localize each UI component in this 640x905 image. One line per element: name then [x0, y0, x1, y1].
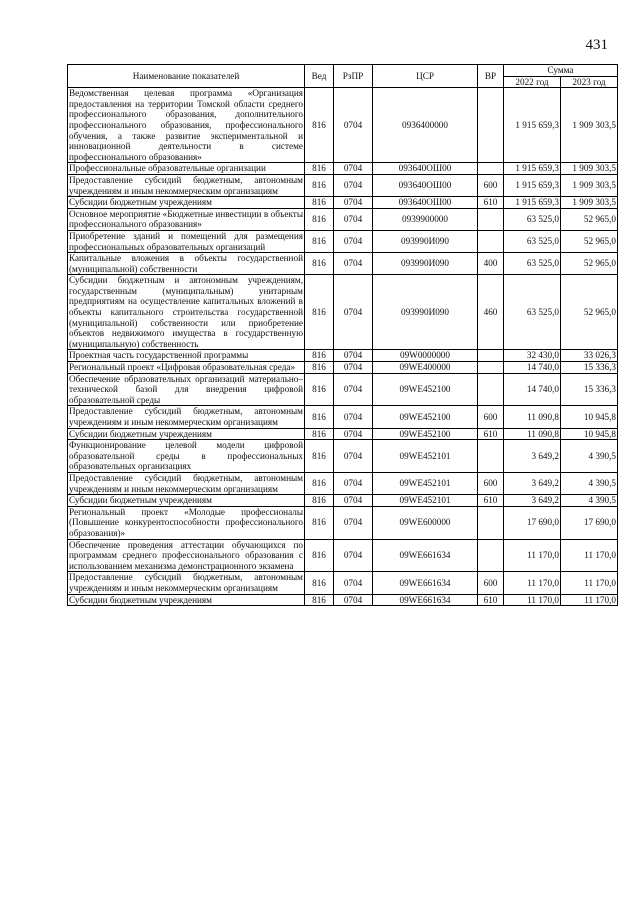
row-ved: 816 [305, 350, 334, 362]
row-vr [478, 350, 504, 362]
row-csr: 09WE452101 [373, 440, 478, 473]
header-rzpr: РзПР [334, 65, 373, 88]
row-csr: 09WE452100 [373, 373, 478, 406]
row-sum-2023: 17 690,0 [561, 506, 618, 539]
table-row [68, 174, 618, 196]
row-ved: 816 [305, 539, 334, 572]
row-sum-2023: 52 965,0 [561, 275, 618, 350]
row-ved: 816 [305, 506, 334, 539]
row-rzpr: 0704 [334, 440, 373, 473]
row-rzpr: 0704 [334, 506, 373, 539]
row-vr: 400 [478, 253, 504, 275]
row-ved: 816 [305, 440, 334, 473]
row-sum-2023: 4 390,5 [561, 472, 618, 494]
table-row [68, 539, 618, 572]
header-sum: Сумма [504, 65, 618, 77]
row-name: Субсидии бюджетным учреждениям [68, 495, 305, 507]
row-sum-2022: 63 525,0 [504, 275, 561, 350]
row-sum-2022: 63 525,0 [504, 253, 561, 275]
row-ved: 816 [305, 197, 334, 209]
page-number: 431 [585, 37, 608, 53]
row-rzpr: 0704 [334, 428, 373, 440]
row-name: Функционирование целевой модели цифровой образовательной среды в профессиональных образовательных организациях [69, 440, 303, 472]
row-rzpr: 0704 [334, 539, 373, 572]
row-sum-2023: 52 965,0 [561, 208, 618, 230]
row-vr [478, 506, 504, 539]
row-csr: 093640ОШ00 [373, 163, 478, 175]
table-row [68, 208, 618, 230]
header-ved: Вед [305, 65, 334, 88]
table-row [68, 472, 618, 494]
row-rzpr: 0704 [334, 472, 373, 494]
row-ved: 816 [305, 362, 334, 374]
row-ved: 816 [305, 208, 334, 230]
row-name: Обеспечение образовательных организаций материально–технической базой для внедрения цифровой образовательной среды [69, 373, 303, 405]
row-name: Основное мероприятие «Бюджетные инвестиции в объекты профессионального образования» [69, 208, 303, 230]
row-rzpr: 0704 [334, 197, 373, 209]
table-row [68, 495, 618, 507]
row-csr: 093990И090 [373, 253, 478, 275]
row-sum-2023: 11 170,0 [561, 539, 618, 572]
row-ved: 816 [305, 373, 334, 406]
row-name: Субсидии бюджетным учреждениям [68, 594, 305, 606]
row-rzpr: 0704 [334, 406, 373, 428]
row-sum-2022: 63 525,0 [504, 230, 561, 252]
row-sum-2023: 15 336,3 [561, 373, 618, 406]
row-csr: 09WE452100 [373, 428, 478, 440]
row-csr: 093640ОШ00 [373, 197, 478, 209]
row-rzpr: 0704 [334, 163, 373, 175]
row-name: Региональный проект «Цифровая образовательная среда» [68, 362, 305, 374]
row-name: Профессиональные образовательные организации [68, 163, 305, 175]
row-vr: 600 [478, 472, 504, 494]
row-vr: 610 [478, 197, 504, 209]
header-year-2022: 2022 год [504, 76, 561, 88]
row-csr: 093990И090 [373, 230, 478, 252]
row-name: Субсидии бюджетным учреждениям [68, 428, 305, 440]
row-sum-2022: 1 915 659,3 [504, 163, 561, 175]
table-row [68, 230, 618, 252]
row-sum-2023: 10 945,8 [561, 428, 618, 440]
header-vr: ВР [478, 65, 504, 88]
row-csr: 0936400000 [373, 88, 478, 163]
row-vr: 600 [478, 174, 504, 196]
row-csr: 09WE600000 [373, 506, 478, 539]
row-ved: 816 [305, 275, 334, 350]
row-sum-2022: 63 525,0 [504, 208, 561, 230]
table-row [68, 373, 618, 406]
row-sum-2022: 1 915 659,3 [504, 88, 561, 163]
row-sum-2022: 11 090,8 [504, 428, 561, 440]
table-row [68, 163, 618, 175]
row-vr: 610 [478, 428, 504, 440]
row-sum-2023: 11 170,0 [561, 594, 618, 606]
row-sum-2023: 1 909 303,5 [561, 174, 618, 196]
row-rzpr: 0704 [334, 594, 373, 606]
row-ved: 816 [305, 572, 334, 594]
row-sum-2022: 3 649,2 [504, 495, 561, 507]
row-sum-2022: 3 649,2 [504, 472, 561, 494]
table-row [68, 506, 618, 539]
row-name: Предоставление субсидий бюджетным, автономным учреждениям и иным некоммерческим организациям [69, 572, 303, 593]
row-vr: 600 [478, 572, 504, 594]
table-row [68, 88, 618, 163]
row-rzpr: 0704 [334, 174, 373, 196]
row-csr: 09WE452100 [373, 406, 478, 428]
row-name: Проектная часть государственной программы [68, 350, 305, 362]
row-ved: 816 [305, 594, 334, 606]
row-sum-2023: 15 336,3 [561, 362, 618, 374]
row-sum-2022: 32 430,0 [504, 350, 561, 362]
row-name: Приобретение зданий и помещений для размещения профессиональных образовательных организаций [69, 230, 303, 252]
row-sum-2022: 14 740,0 [504, 373, 561, 406]
row-vr: 610 [478, 495, 504, 507]
row-ved: 816 [305, 88, 334, 163]
row-rzpr: 0704 [334, 572, 373, 594]
row-vr: 460 [478, 275, 504, 350]
row-vr: 600 [478, 406, 504, 428]
row-name: Субсидии бюджетным и автономным учреждениям, государственным (муниципальным) унитарным предприятиям на осуществление капитальных вложений в объекты капитального строительства государственной (муниципальной) собственности или приобретение объектов недвижимого имущества в государственную (муниципальную) собственность [69, 275, 303, 349]
row-sum-2022: 1 915 659,3 [504, 197, 561, 209]
row-vr [478, 230, 504, 252]
budget-table [67, 64, 618, 606]
row-sum-2023: 1 909 303,5 [561, 197, 618, 209]
row-name: Капитальные вложения в объекты государственной (муниципальной) собственности [69, 253, 303, 274]
row-name: Ведомственная целевая программа «Организация предоставления на территории Томской области среднего профессионального образования, дополнительного профессионального образования, профессионального обучения, а также развитие экспериментальной и инновационной деятельности в системе профессионального образования» [69, 88, 303, 162]
row-sum-2022: 1 915 659,3 [504, 174, 561, 196]
row-ved: 816 [305, 163, 334, 175]
row-csr: 0939900000 [373, 208, 478, 230]
row-vr [478, 373, 504, 406]
row-csr: 09WE452101 [373, 472, 478, 494]
row-rzpr: 0704 [334, 350, 373, 362]
row-rzpr: 0704 [334, 362, 373, 374]
row-vr [478, 440, 504, 473]
row-sum-2023: 33 026,3 [561, 350, 618, 362]
table-row [68, 275, 618, 350]
row-ved: 816 [305, 495, 334, 507]
row-sum-2022: 14 740,0 [504, 362, 561, 374]
table-row [68, 572, 618, 594]
row-sum-2023: 1 909 303,5 [561, 163, 618, 175]
table-row [68, 350, 618, 362]
table-row [68, 197, 618, 209]
row-rzpr: 0704 [334, 495, 373, 507]
row-sum-2023: 52 965,0 [561, 230, 618, 252]
row-rzpr: 0704 [334, 208, 373, 230]
row-csr: 09WE661634 [373, 539, 478, 572]
row-ved: 816 [305, 174, 334, 196]
row-rzpr: 0704 [334, 373, 373, 406]
row-csr: 09W0000000 [373, 350, 478, 362]
row-vr [478, 208, 504, 230]
row-sum-2022: 17 690,0 [504, 506, 561, 539]
row-rzpr: 0704 [334, 230, 373, 252]
row-name: Предоставление субсидий бюджетным, автономным учреждениям и иным некоммерческим организациям [69, 472, 303, 494]
row-name: Субсидии бюджетным учреждениям [68, 197, 305, 209]
header-year-2023: 2023 год [561, 76, 618, 88]
row-ved: 816 [305, 428, 334, 440]
row-csr: 09WE661634 [373, 572, 478, 594]
row-sum-2023: 4 390,5 [561, 495, 618, 507]
row-vr [478, 163, 504, 175]
row-sum-2023: 52 965,0 [561, 253, 618, 275]
row-vr [478, 88, 504, 163]
row-ved: 816 [305, 230, 334, 252]
row-vr [478, 362, 504, 374]
row-rzpr: 0704 [334, 275, 373, 350]
header-csr: ЦСР [373, 65, 478, 88]
row-sum-2023: 11 170,0 [561, 572, 618, 594]
row-csr: 09WE452101 [373, 495, 478, 507]
header-name: Наименование показателей [68, 65, 305, 88]
row-name: Региональный проект «Молодые профессионалы (Повышение конкурентоспособности профессионального образования)» [69, 506, 303, 538]
table-row [68, 594, 618, 606]
table-row [68, 253, 618, 275]
row-csr: 09WE400000 [373, 362, 478, 374]
row-rzpr: 0704 [334, 253, 373, 275]
row-sum-2022: 3 649,2 [504, 440, 561, 473]
row-name: Предоставление субсидий бюджетным, автономным учреждениям и иным некоммерческим организациям [69, 406, 303, 427]
row-csr: 093990И090 [373, 275, 478, 350]
row-csr: 09WE661634 [373, 594, 478, 606]
row-ved: 816 [305, 253, 334, 275]
row-csr: 093640ОШ00 [373, 174, 478, 196]
table-row [68, 428, 618, 440]
row-name: Предоставление субсидий бюджетным, автономным учреждениям и иным некоммерческим организациям [69, 174, 303, 196]
row-ved: 816 [305, 406, 334, 428]
row-sum-2023: 1 909 303,5 [561, 88, 618, 163]
table-row [68, 440, 618, 473]
table-row [68, 406, 618, 428]
table-row [68, 362, 618, 374]
row-vr [478, 539, 504, 572]
row-ved: 816 [305, 472, 334, 494]
row-sum-2022: 11 170,0 [504, 539, 561, 572]
row-sum-2022: 11 170,0 [504, 594, 561, 606]
row-rzpr: 0704 [334, 88, 373, 163]
row-sum-2023: 10 945,8 [561, 406, 618, 428]
row-name: Обеспечение проведения аттестации обучающихся по программам среднего профессионального образования с использованием механизма демонстрационного экзамена [69, 539, 303, 571]
row-vr: 610 [478, 594, 504, 606]
row-sum-2022: 11 170,0 [504, 572, 561, 594]
row-sum-2022: 11 090,8 [504, 406, 561, 428]
row-sum-2023: 4 390,5 [561, 440, 618, 473]
